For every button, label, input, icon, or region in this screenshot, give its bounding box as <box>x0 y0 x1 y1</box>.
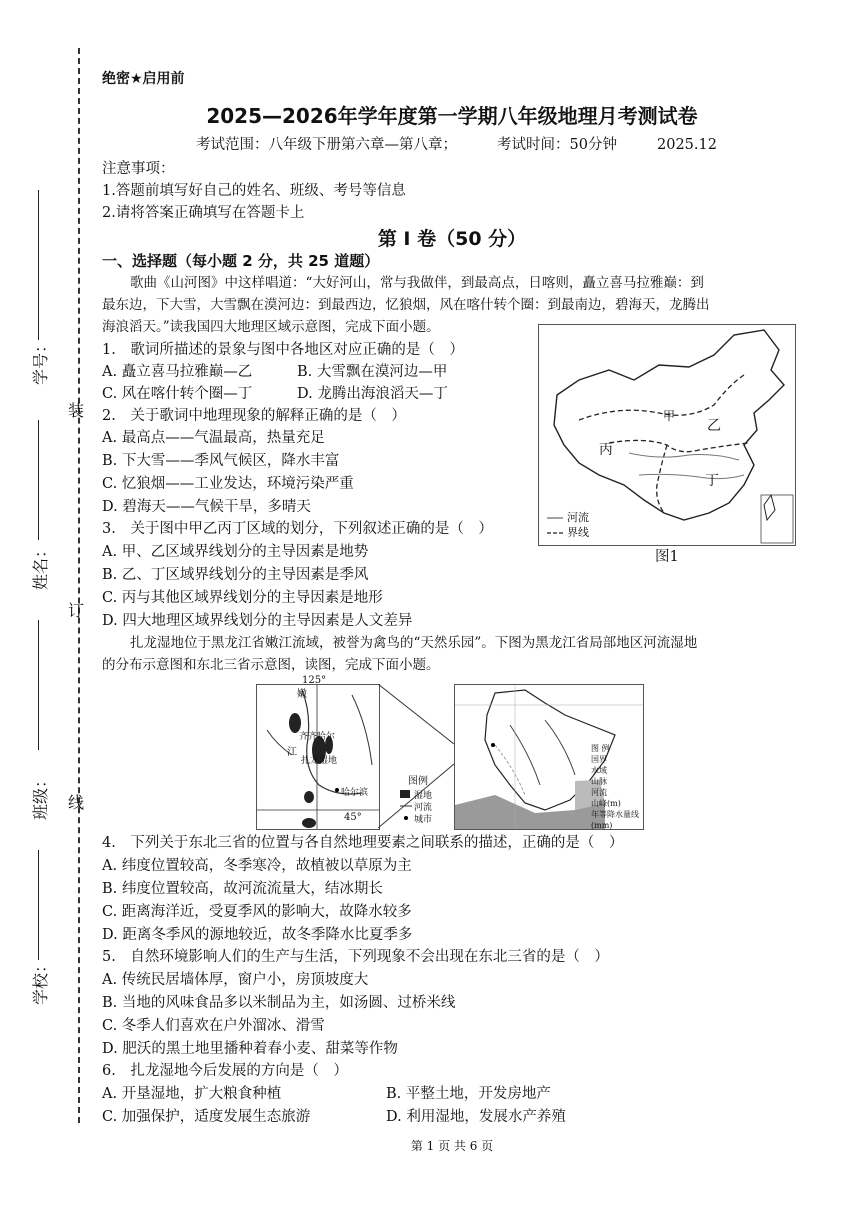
region-yi-label: 乙 <box>707 418 721 434</box>
q1-option-a[interactable]: A. 矗立喜马拉雅巅—乙 <box>102 364 253 380</box>
passage2-line1: 扎龙湿地位于黑龙江省嫩江流域，被誉为禽鸟的“天然乐园”。下图为黑龙江省局部地区河流湿地 <box>130 635 698 651</box>
passage1-line1: 歌曲《山河图》中这样唱道：“大好河山，常与我做伴，到最高点，日喀则，矗立喜马拉雅巅：到 <box>130 275 704 291</box>
q5-option-d[interactable]: D. 肥沃的黑土地里播种着春小麦、甜菜等作物 <box>102 1041 398 1057</box>
secret-label: 绝密★启用前 <box>102 71 185 87</box>
q4-stem: 4. 下列关于东北三省的位置与各自然地理要素之间联系的描述，正确的是（ ） <box>102 835 624 851</box>
binding-dashed-line <box>78 48 80 1123</box>
q1-option-b[interactable]: B. 大雪飘在漠河边—甲 <box>297 364 448 380</box>
harbin-label: 哈尔滨 <box>341 788 369 798</box>
margin-xuehao-label: 学号： <box>31 336 50 385</box>
q4-option-a[interactable]: A. 纬度位置较高，冬季寒冷，故植被以草原为主 <box>102 858 412 874</box>
margin-xian: 线 <box>68 793 85 812</box>
fig3-legend-item-isohyet: 年等降水量线(mm) <box>591 810 639 830</box>
q2-option-c[interactable]: C. 忆狼烟——工业发达，环境污染严重 <box>102 476 354 492</box>
margin-banji-label: 班级： <box>31 771 50 820</box>
passage2-line2: 的分布示意图和东北三省示意图，读图，完成下面小题。 <box>102 657 440 673</box>
q2-option-b[interactable]: B. 下大雪——季风气候区，降水丰富 <box>102 453 340 469</box>
figure1-china-regions-map <box>538 324 796 546</box>
q2-stem: 2. 关于歌词中地理现象的解释正确的是（ ） <box>102 408 406 424</box>
fig3-legend-title: 图 例 <box>591 744 610 753</box>
q1-option-d[interactable]: D. 龙腾出海浪滔天—丁 <box>297 386 448 402</box>
fig3-legend-item-border: 国界 <box>591 755 607 764</box>
legend-river2-label: 河流 <box>414 803 433 813</box>
page-number: 第 1 页 共 6 页 <box>410 1139 494 1153</box>
page-title: 2025—2026年学年度第一学期八年级地理月考测试卷 <box>206 104 698 128</box>
q3-option-a[interactable]: A. 甲、乙区域界线划分的主导因素是地势 <box>102 544 369 560</box>
q6-stem: 6. 扎龙湿地今后发展的方向是（ ） <box>102 1063 348 1079</box>
zhalong-label: 扎龙湿地 <box>301 756 338 766</box>
margin-xingming-label: 姓名： <box>31 541 50 590</box>
margin-xuexiao-label: 学校： <box>31 956 50 1005</box>
notice-item-1: 1.答题前填写好自己的姓名、班级、考号等信息 <box>102 183 406 199</box>
fig3-legend-item-peak: 山峰(m) <box>591 799 621 808</box>
q5-stem: 5. 自然环境影响人们的生产与生活，下列现象不会出现在东北三省的是（ ） <box>102 949 609 965</box>
lat-45-label: 45° <box>344 812 362 823</box>
banji-line[interactable] <box>38 620 39 750</box>
xuehao-line[interactable] <box>38 190 39 340</box>
q3-option-c[interactable]: C. 丙与其他区域界线划分的主导因素是地形 <box>102 590 383 606</box>
figure2-wetland-map <box>256 675 380 830</box>
nen-label: 嫩 <box>297 689 307 700</box>
q1-stem: 1. 歌词所描述的景象与图中各地区对应正确的是（ ） <box>102 342 464 358</box>
passage1-line2: 最东边，下大雪，大雪飘在漠河边：到最西边，忆狼烟，风在喀什转个圈：到最南边，碧海天，龙腾出 <box>102 297 710 313</box>
exam-time: 考试时间：50分钟 <box>497 137 617 153</box>
region-jia-label: 甲 <box>663 409 676 423</box>
notice-item-2: 2.请将答案正确填写在答题卡上 <box>102 205 305 221</box>
section-title: 第 I 卷（50 分） <box>377 228 527 250</box>
fig2-legend-title: 图例 <box>408 776 428 787</box>
legend-border-label: 界线 <box>567 526 589 539</box>
exam-scope: 考试范围：八年级下册第六章—第八章； <box>196 137 457 153</box>
q2-option-a[interactable]: A. 最高点——气温最高，热量充足 <box>102 430 325 446</box>
figure1-caption: 图1 <box>655 549 679 565</box>
notice-heading: 注意事项： <box>102 161 175 177</box>
exam-date: 2025.12 <box>657 137 717 153</box>
xuexiao-line[interactable] <box>38 850 39 960</box>
q4-option-d[interactable]: D. 距离冬季风的源地较近，故冬季降水比夏季多 <box>102 927 413 943</box>
legend-river-label: 河流 <box>567 511 589 524</box>
q6-option-a[interactable]: A. 开垦湿地，扩大粮食种植 <box>102 1086 282 1102</box>
q1-option-c[interactable]: C. 风在喀什转个圈—丁 <box>102 386 253 402</box>
figure3-northeast-map <box>454 684 644 830</box>
qiqihar-label: 齐齐哈尔 <box>299 732 336 742</box>
q3-option-d[interactable]: D. 四大地理区域界线划分的主导因素是人文差异 <box>102 613 413 629</box>
part1-title: 一、选择题（每小题 2 分，共 25 道题） <box>102 252 380 270</box>
legend-wetland-label: 湿地 <box>414 791 433 801</box>
q3-stem: 3. 关于图中甲乙丙丁区域的划分，下列叙述正确的是（ ） <box>102 521 493 537</box>
q6-option-b[interactable]: B. 平整土地，开发房地产 <box>386 1086 551 1102</box>
lon-125-label: 125° <box>302 675 327 686</box>
fig3-legend <box>591 743 643 831</box>
q6-option-c[interactable]: C. 加强保护，适度发展生态旅游 <box>102 1109 311 1125</box>
xingming-line[interactable] <box>38 420 39 540</box>
q5-option-b[interactable]: B. 当地的风味食品多以米制品为主，如汤圆、过桥米线 <box>102 995 456 1011</box>
fig3-legend-item-water: 水域 <box>591 766 607 775</box>
q5-option-a[interactable]: A. 传统民居墙体厚，窗户小，房顶坡度大 <box>102 972 369 988</box>
q6-option-d[interactable]: D. 利用湿地，发展水产养殖 <box>386 1109 566 1125</box>
passage1-line3: 海浪滔天。”读我国四大地理区域示意图，完成下面小题。 <box>102 319 440 335</box>
fig3-legend-item-river: 河流 <box>591 788 607 797</box>
region-bing-label: 丙 <box>599 442 613 458</box>
region-ding-label: 丁 <box>705 473 719 489</box>
q2-option-d[interactable]: D. 碧海天——气候干旱，多晴天 <box>102 499 311 515</box>
q3-option-b[interactable]: B. 乙、丁区域界线划分的主导因素是季风 <box>102 567 369 583</box>
jiang-label: 江 <box>287 747 297 758</box>
legend-city-label: 城市 <box>414 815 433 825</box>
margin-ding: 订 <box>68 601 85 620</box>
q5-option-c[interactable]: C. 冬季人们喜欢在户外溜冰、滑雪 <box>102 1018 325 1034</box>
margin-zhuang: 装 <box>68 401 85 420</box>
q4-option-b[interactable]: B. 纬度位置较高，故河流流量大，结冰期长 <box>102 881 383 897</box>
q4-option-c[interactable]: C. 距离海洋近，受夏季风的影响大，故降水较多 <box>102 904 412 920</box>
fig3-legend-item-mountain: 山脉 <box>591 777 607 786</box>
